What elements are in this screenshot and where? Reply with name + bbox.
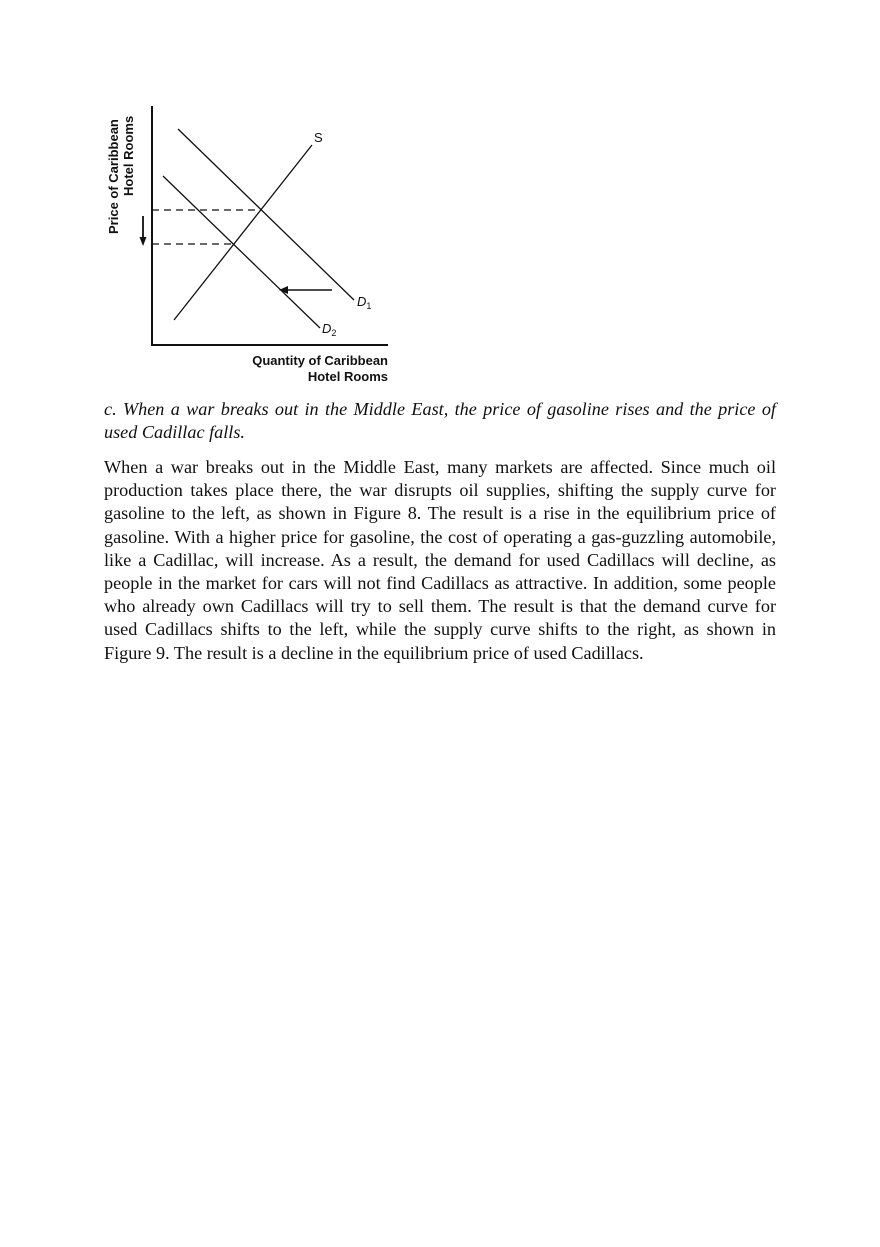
question-paragraph: c. When a war breaks out in the Middle East, the price of gasoline rises and the price of used Cadillac falls. [104, 399, 776, 443]
supply-demand-figure [100, 100, 400, 390]
answer-text-block [104, 456, 776, 665]
question-text-block [104, 398, 776, 444]
demand-curve-d2 [163, 176, 320, 328]
supply-demand-diagram [100, 100, 400, 390]
demand-curve-d2-label: D2 [322, 321, 337, 338]
y-axis-label-line1: Price of Caribbean [106, 119, 121, 234]
y-axis-label-line2: Hotel Rooms [121, 115, 136, 196]
demand-curve-d1 [178, 129, 354, 300]
supply-curve-label: S [314, 130, 323, 145]
price-down-arrow-head [140, 237, 147, 246]
demand-curve-d1-label: D1 [357, 294, 372, 311]
supply-curve [174, 145, 312, 320]
x-axis-label-line2: Hotel Rooms [307, 369, 388, 384]
x-axis-label-line1: Quantity of Caribbean [252, 353, 388, 368]
answer-paragraph: When a war breaks out in the Middle East, many markets are affected. Since much oil production takes place there, the war disrupts oil supplies, shifting the supply curve for gasoline to the left, as shown in Figure 8. The result is a rise in the equilibrium price of gasoline. With a higher price for gasoline, the cost of operating a gas-guzzling automobile, like a Cadillac, will increase. As a result, the demand for used Cadillacs will decline, as people in the market for cars will not find Cadillacs as attractive. In addition, some people who already own Cadillacs will try to sell them. The result is that the demand curve for used Cadillacs shifts to the left, while the supply curve shifts to the right, as shown in Figure 9. The result is a decline in the equilibrium price of used Cadillacs. [104, 457, 776, 663]
